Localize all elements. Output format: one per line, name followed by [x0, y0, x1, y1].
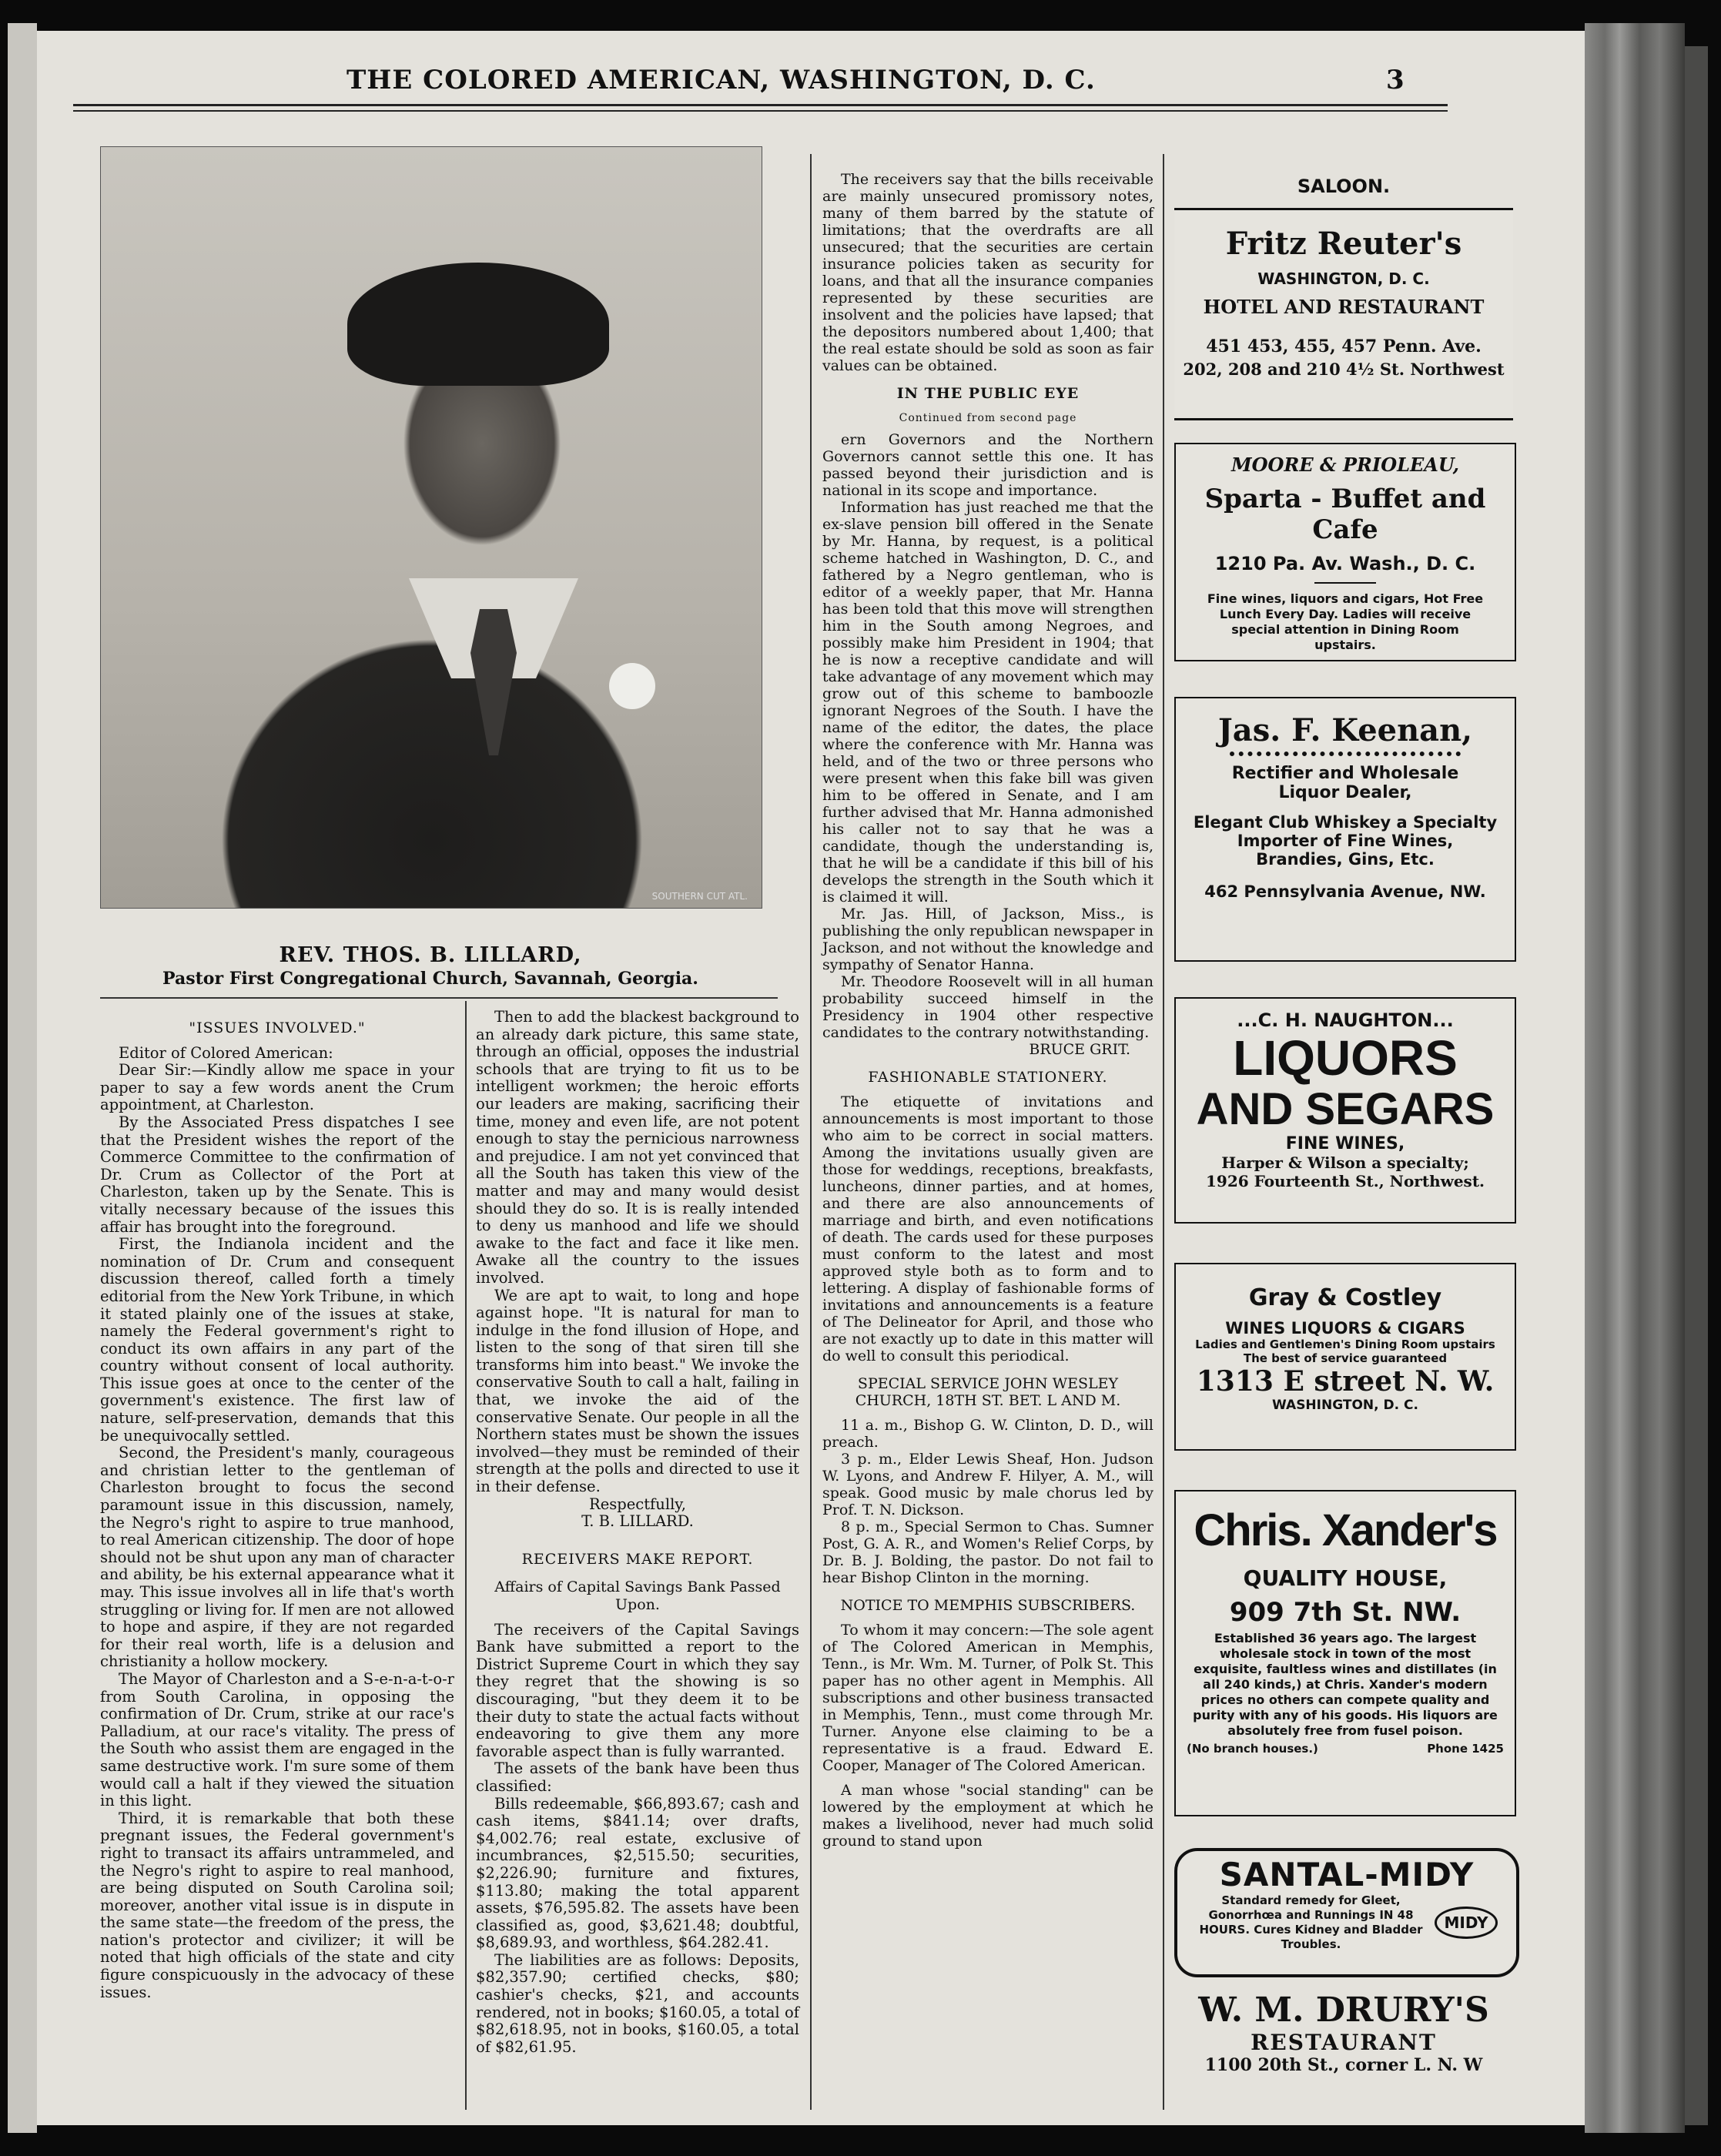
article-paragraph: The liabilities are as follows: Deposits, $82,357.90; certified checks, $80; cashier's checks, $21, and accounts rendered, not in books; $160.05, a total of $82,618.95, not in books, $160.05, a total of $82,61.95.: [476, 1950, 799, 2056]
article-paragraph: Bills redeemable, $66,893.67; cash and cash items, $841.14; over drafts, $4,002.76; real estate, exclusive of incumbrances, $2,515.50; securities, $2,226.90; furniture and fixtures, $113.80; making the total apparent assets, $76,595.82. The assets have been classified as, good, $3,621.48; doubtful, $8,689.93, and worthless, $64.282.41.: [476, 1794, 799, 1952]
ad-name: Chris. Xander's: [1194, 1505, 1497, 1555]
ad-name: Fritz Reuter's: [1225, 226, 1462, 262]
article-salutation: Editor of Colored American:: [119, 1043, 333, 1062]
column-divider: [810, 154, 812, 2110]
article-paragraph: The receivers say that the bills receivable are mainly unsecured promissory notes, many of them barred by the statute of limitations; that the overdrafts are all unsecured; that the securities are certain insurance policies taken as security for loans, and that all the insurance companies represented by these securities are insolvent and the policies have lapsed; that the depositors numbered about 1,400; that the real estate should be sold as soon as fair values can be obtained.: [822, 171, 1153, 374]
ad-rule: [1314, 582, 1376, 584]
ad-line: Sparta - Buffet and Cafe: [1204, 484, 1486, 545]
article-heading: FASHIONABLE STATIONERY.: [868, 1069, 1108, 1086]
ad-line: Importer of Fine Wines, Brandies, Gins, Etc.: [1237, 832, 1454, 869]
ad-line: FINE WINES,: [1285, 1134, 1405, 1153]
ad-name: Jas. F. Keenan,: [1217, 712, 1473, 748]
ad-ornament: [1230, 752, 1461, 756]
ad-note: (No branch houses.): [1187, 1742, 1318, 1756]
ad-line: 202, 208 and 210 4½ St. Northwest: [1183, 360, 1505, 379]
ad-phone: Phone 1425: [1427, 1742, 1504, 1756]
ad-address: 1313 E street N. W.: [1196, 1365, 1495, 1398]
ad-headline: LIQUORS: [1233, 1030, 1458, 1086]
ad-line: 451 453, 455, 457 Penn. Ave.: [1206, 336, 1482, 357]
column-divider: [1163, 154, 1164, 2110]
ad-line: QUALITY HOUSE,: [1243, 1565, 1448, 1591]
article-paragraph: 11 a. m., Bishop G. W. Clinton, D. D., will preach.: [822, 1417, 1153, 1451]
ad-body: [1177, 1893, 1516, 1952]
masthead-rule: [73, 104, 1448, 106]
ad-saloon-label: SALOON.: [1297, 176, 1391, 197]
portrait-caption-name: REV. THOS. B. LILLARD,: [279, 943, 582, 967]
ad-line: Ladies and Gentlemen's Dining Room upstairs The best of service guaranteed: [1195, 1337, 1495, 1365]
ad-line: RESTAURANT: [1251, 2030, 1437, 2055]
article-paragraph: The receivers of the Capital Savings Bank have submitted a report to the District Supreme Court in which they say they regret that the showing is so discouraging, "but they deem it to be their duty to state the actual facts without endeavoring to give them any more favorable aspect than is fully warranted.: [476, 1620, 799, 1760]
portrait-caption-title: Pastor First Congregational Church, Savannah, Georgia.: [162, 969, 698, 989]
column-1: [100, 1009, 454, 2001]
article-paragraph: To whom it may concern:—The sole agent of The Colored American in Memphis, Tenn., is Mr. Wm. M. Turner, of Polk St. This paper has no other agent in Memphis. All subscriptions and other business transacted in Memphis, Tenn., must come through Mr. Turner. Anyone else claiming to be a representative is a fraud. Edward E. Cooper, Manager of The Colored American.: [822, 1622, 1153, 1774]
ad-chris-xander: [1174, 1490, 1516, 1816]
ad-text: Standard remedy for Gleet, Gonorrhœa and Runnings IN 48 HOURS. Cures Kidney and Bladder Troubles.: [1199, 1893, 1423, 1951]
ad-line: HOTEL AND RESTAURANT: [1203, 296, 1485, 318]
book-spine: [1585, 23, 1685, 2133]
article-paragraph: We are apt to wait, to long and hope against hope. "It is natural for man to indulge in the fond illusion of Hope, and listen to the song of that siren till she transforms him into beast." We invoke the conservative South to call a halt, failing in that, we invoke the aid of the conservative Senate. Our people in all the Northern states must be shown the issues involved—they must be reminded of their strength at the polls and directed to use it in their defense.: [476, 1286, 799, 1496]
article-paragraph: The assets of the bank have been thus classified:: [476, 1759, 799, 1795]
article-paragraph: ern Governors and the Northern Governors cannot settle this one. It has passed beyond their jurisdiction and is national in its scope and importance.: [822, 431, 1153, 499]
article-paragraph: Mr. Jas. Hill, of Jackson, Miss., is publishing the only republican newspaper in Jackson, and not without the knowledge and sympathy of Senator Hanna.: [822, 906, 1154, 973]
article-heading: RECEIVERS MAKE REPORT.: [521, 1550, 754, 1568]
article-closing: Respectfully,: [589, 1495, 686, 1513]
article-paragraph: Information has just reached me that the ex-slave pension bill offered in the Senate by Mr. Hanna, by request, is a political scheme hatched in Washington, D. C., and fathered by a Negro gentleman, who is editor of a weekly paper, that Mr. Hanna has been told that this move will strengthen him in the South among Negroes, and possibly make him President in 1904; that he is now a receptive candidate and will take advantage of any movement which may grow out of this scheme to bamboozle ignorant Negroes of the South. I have the name of the editor, the dates, the place where the conference with Mr. Hanna was held, and of the two or three persons who were present when this fake bill was given him to be offered in Senate, and I am further advised that Mr. Hanna admonished his caller not to say that he was a candidate, though the understanding is, that he will be a candidate if this bill of his develops the strength in the South which it is claimed it will.: [822, 499, 1153, 906]
caption-rule: [100, 997, 778, 999]
ad-naughton: [1174, 997, 1516, 1224]
article-signature: T. B. LILLARD.: [581, 1512, 694, 1531]
ad-name: ...C. H. NAUGHTON...: [1237, 1009, 1454, 1031]
ad-name: SANTAL-MIDY: [1219, 1856, 1475, 1893]
article-subheading: Affairs of Capital Savings Bank Passed Upon.: [494, 1578, 781, 1613]
ad-text: Fine wines, liquors and cigars, Hot Free Lunch Every Day. Ladies will receive special attention in Dining Room upstairs.: [1207, 591, 1484, 652]
ad-line: WASHINGTON, D. C.: [1272, 1398, 1418, 1413]
ad-line: Elegant Club Whiskey a Specialty: [1193, 813, 1498, 832]
ad-santal-midy: [1174, 1848, 1519, 1977]
article-paragraph: Then to add the blackest background to an already dark picture, this same state, through an official, opposes the industrial schools that are trying to fit us to be intelligent workmen; the heroic efforts our leaders are making, sacrificing their time, money and even life, are not potent enough to stay the pernicious narrowness and prejudice. I am not yet convinced that all the South has taken this view of the matter and may and many would desist should they do so. It is is really intended to deny us manhood and life we should awake to the fact and face it like men. Awake all the country to the issues involved.: [476, 1008, 799, 1287]
ad-jas-keenan: [1174, 697, 1516, 962]
midy-badge-icon: MIDY: [1435, 1907, 1498, 1939]
article-paragraph: A man whose "social standing" can be lowered by the employment at which he makes a livelihood, never had much solid ground to stand upon: [822, 1782, 1153, 1850]
ad-fritz-reuter: [1174, 208, 1513, 420]
article-heading: "ISSUES INVOLVED.": [189, 1019, 366, 1036]
article-paragraph: Mr. Theodore Roosevelt will in all human probability succeed himself in the Presidency in 1904 other respective candidates to the contrary notwithstanding.: [822, 973, 1153, 1041]
portrait-tie: [470, 609, 517, 755]
ad-address: 1100 20th St., corner L. N. W: [1204, 2055, 1483, 2075]
article-paragraph: First, the Indianola incident and the nomination of Dr. Crum and consequent discussion thereof, called forth a timely editorial from the New York Tribune, in which it stated plainly one of the issues at stake, namely the Federal government's right to conduct its own affairs in any part of the country without consent of local authority. This issue goes at once to the center of the government's existence. The first law of nature, self-preservation, demands that this be unequivocally settled.: [100, 1235, 454, 1445]
article-paragraph: Dear Sir:—Kindly allow me space in your paper to say a few words anent the Crum appointment, at Charleston.: [100, 1061, 454, 1114]
ad-gray-costley: [1174, 1263, 1516, 1451]
continued-note: Continued from second page: [899, 412, 1077, 424]
article-paragraph: Third, it is remarkable that both these pregnant issues, the Federal government's right to transact its affairs untrammeled, and the Negro's right to aspire to real manhood, are being disputed on South Carolina soil; moreover, another vital issue is in dispute in the same state—the freedom of the press, the nation's protector and civilizer; it will be noted that high officials of the state and city figure conspicuously in the advocacy of these issues.: [100, 1809, 454, 2001]
left-page-edge: [8, 23, 37, 2133]
ad-name: Gray & Costley: [1248, 1284, 1442, 1311]
article-paragraph: The etiquette of invitations and announcements is most important to those who aim to be correct in social matters. Among the invitations usually given are those for weddings, receptions, breakfasts, luncheons, dinner parties, and at homes, and there are also announcements of marriage and birth, and even notifications of death. The cards used for these purposes must conform to the latest and most approved style both as to form and to lettering. A display of fashionable forms of invitations and announcements is a feature of The Delineator for April, and those who are not exactly up to date in this matter will do well to consult this periodical.: [822, 1093, 1153, 1364]
portrait-hair: [347, 263, 609, 386]
ad-address: 1926 Fourteenth St., Northwest.: [1205, 1172, 1485, 1190]
ad-name: W. M. DRURY'S: [1198, 1990, 1489, 2030]
masthead-title: THE COLORED AMERICAN, WASHINGTON, D. C.: [347, 65, 1096, 95]
ad-address: 462 Pennsylvania Avenue, NW.: [1204, 882, 1486, 901]
ad-line: WINES LIQUORS & CIGARS: [1225, 1319, 1465, 1337]
ad-address: 909 7th St. NW.: [1229, 1597, 1462, 1628]
ad-line: Harper & Wilson a specialty;: [1221, 1153, 1469, 1172]
article-paragraph: The Mayor of Charleston and a S-e-n-a-t-o-r from South Carolina, in opposing the confirmation of Dr. Crum, strike at our race's Palladium, at our race's vitality. The press of the South who assist them are engaged in the same destructive work. I'm sure some of them would call a halt if they viewed the situation in this light.: [100, 1669, 454, 1810]
ad-name: MOORE & PRIOLEAU,: [1231, 454, 1459, 476]
ad-moore-prioleau: [1174, 443, 1516, 661]
masthead-rule: [73, 110, 1448, 112]
ad-line: Liquor Dealer,: [1278, 783, 1412, 802]
article-paragraph: By the Associated Press dispatches I see that the President wishes the report of the Commerce Committee to the confirmation of Dr. Crum as Collector of the Port at Charleston, taken up by the Senate. This is vitally necessary because of the issues this affair has brought into the foreground.: [100, 1113, 454, 1236]
portrait-photo: [100, 146, 762, 909]
book-spine-shadow: [1685, 46, 1708, 2125]
ad-line: Rectifier and Wholesale: [1231, 764, 1459, 783]
article-signature: BRUCE GRIT.: [1029, 1041, 1130, 1058]
photo-credit: SOUTHERN CUT ATL.: [651, 891, 748, 902]
column-divider: [465, 1001, 467, 2110]
portrait-boutonniere: [609, 663, 655, 709]
ad-drury: [1174, 1990, 1513, 2075]
article-heading: IN THE PUBLIC EYE: [896, 385, 1080, 402]
column-3: [822, 171, 1153, 1850]
ad-line: 1210 Pa. Av. Wash., D. C.: [1214, 553, 1476, 574]
ad-headline: AND SEGARS: [1196, 1084, 1495, 1134]
article-paragraph: 8 p. m., Special Sermon to Chas. Sumner Post, G. A. R., and Women's Relief Corps, by Dr. B. J. Bolding, the pastor. Do not fail to hear Bishop Clinton in the morning.: [822, 1518, 1153, 1586]
ad-line: WASHINGTON, D. C.: [1257, 270, 1430, 288]
article-heading: SPECIAL SERVICE JOHN WESLEY CHURCH, 18TH ST. BET. L AND M.: [855, 1375, 1121, 1409]
ad-footer: [1176, 1739, 1515, 1759]
column-2: [476, 1009, 799, 2056]
article-paragraph: Second, the President's manly, courageous and christian letter to the gentleman of Charleston brought to focus the second paramount issue in this discussion, namely, the Negro's right to aspire to true manhood, to real American citizenship. The door of hope should not be shut upon any man of character and ability, be his external appearance what it may. This issue involves all in life that's worth struggling or living for. If men are not allowed to hope and aspire, if they are not regarded for their real worth, life is a delusion and christianity a hollow mockery.: [100, 1444, 454, 1671]
ad-text: Established 36 years ago. The largest wholesale stock in town of the most exquisite, faultless wines and distillates (in all 240 kinds,) at Chris. Xander's modern prices no others can compete quality and purity with any of his goods. His liquors are absolutely free from fusel poison.: [1193, 1631, 1498, 1738]
article-paragraph: 3 p. m., Elder Lewis Sheaf, Hon. Judson W. Lyons, and Andrew F. Hilyer, A. M., will speak. Good music by male chorus led by Prof. T. N. Dickson.: [822, 1451, 1153, 1518]
article-heading: NOTICE TO MEMPHIS SUBSCRIBERS.: [840, 1597, 1136, 1614]
page-number: 3: [1386, 65, 1405, 95]
